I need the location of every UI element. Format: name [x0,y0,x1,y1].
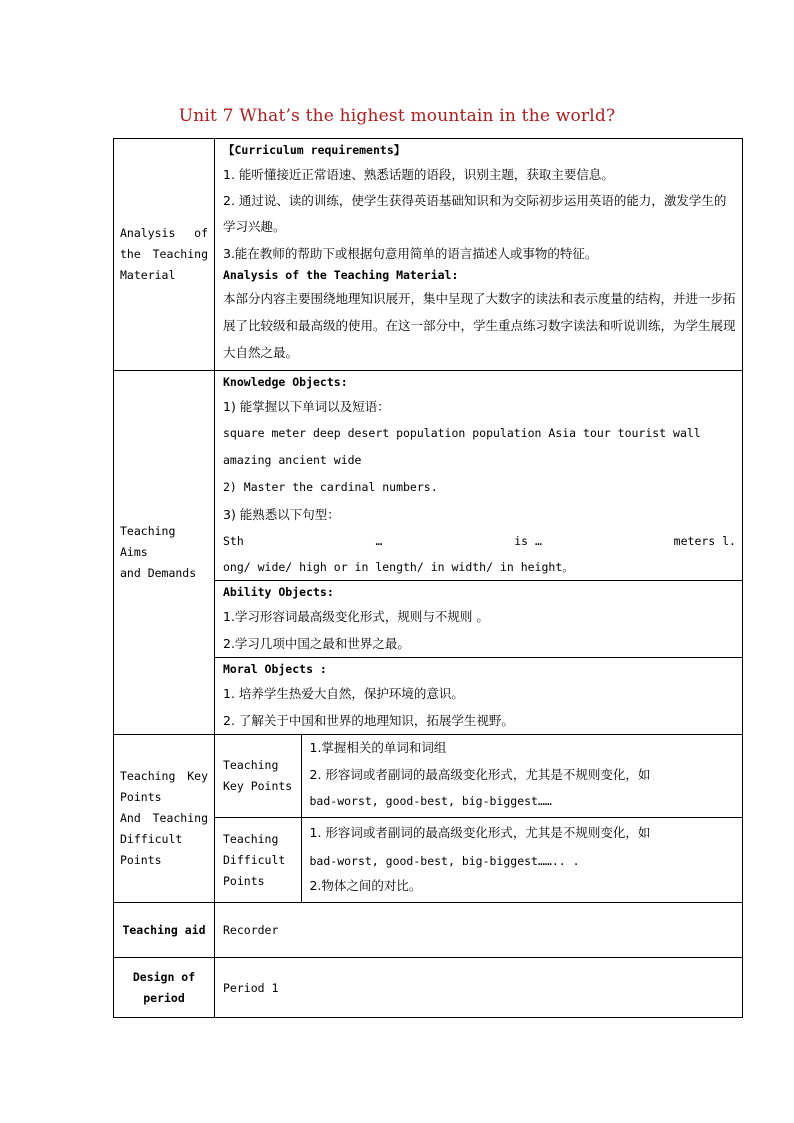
lesson-plan-table [113,138,743,1018]
page-title: Unit 7 What’s the highest mountain in the world? [178,106,616,126]
moral-item: 2. 了解关于中国和世界的地理知识，拓展学生视野。 [223,713,514,728]
analysis-row [114,139,743,371]
analysis-content [215,139,743,371]
curriculum-heading: 【Curriculum requirements】 [223,143,406,157]
vocab-line: amazing ancient wide [223,453,362,467]
keypoints-row [114,735,743,903]
period-row [114,958,743,1018]
difficult-points-subrow [215,818,742,903]
difficult-points-label: Teaching Difficult Points [215,818,301,903]
aims-content [215,371,743,735]
knowledge-item: 1) 能掌握以下单词以及短语： [223,399,390,414]
ability-heading: Ability Objects: [223,585,334,599]
material-heading: Analysis of the Teaching Material: [223,268,459,282]
keypoints-label: Teaching Key Points And Teaching Difficult Points [114,735,215,903]
analysis-label: Analysis of the Teaching Material [114,139,215,371]
curriculum-item: 2. 通过说、读的训练，使学生获得英语基础知识和为交际初步运用英语的能力，激发学生的学习兴趣。 [223,193,727,234]
period-value: Period 1 [215,958,743,1018]
moral-item: 1. 培养学生热爱大自然，保护环境的意识。 [223,686,464,701]
key-points-text [301,735,742,818]
period-label: Design of period [114,958,215,1018]
key-point-item: bad-worst, good-best, big-biggest…… [309,794,552,808]
knowledge-heading: Knowledge Objects: [223,375,348,389]
sentence-pattern: Sth … is … meters l. [223,534,736,548]
key-point-item: 1.掌握相关的单词和词组 [309,740,447,755]
key-point-item: 2. 形容词或者副词的最高级变化形式，尤其是不规则变化，如 [309,767,651,782]
difficult-point-item: 2.物体之间的对比。 [309,878,422,893]
sentence-pattern-cont: ong/ wide/ high or in length/ in width/ in height。 [223,560,574,574]
moral-heading: Moral Objects : [223,662,327,676]
curriculum-item: 3.能在教师的帮助下或根据句意用简单的语言描述人或事物的特征。 [223,246,598,261]
curriculum-item: 1. 能听懂接近正常语速、熟悉话题的语段，识别主题，获取主要信息。 [223,167,614,182]
aid-value: Recorder [215,903,743,958]
difficult-point-item: bad-worst, good-best, big-biggest…….. . [309,854,580,868]
aid-label: Teaching aid [114,903,215,958]
aims-row [114,371,743,735]
aid-row [114,903,743,958]
ability-item: 2.学习几项中国之最和世界之最。 [223,636,410,651]
keypoints-subtable [215,735,742,902]
aims-label: Teaching Aims and Demands [114,371,215,735]
difficult-points-text [301,818,742,903]
difficult-point-item: 1. 形容词或者副词的最高级变化形式，尤其是不规则变化，如 [309,825,651,840]
material-text: 本部分内容主要围绕地理知识展开，集中呈现了大数字的读法和表示度量的结构，并进一步拓展了比较级和最高级的使用。在这一部分中，学生重点练习数字读法和听说训练，为学生展现大自然之最。 [223,291,736,360]
key-points-label: Teaching Key Points [215,735,301,818]
knowledge-item: 2) Master the cardinal numbers. [223,480,438,494]
keypoints-content [215,735,743,903]
ability-item: 1.学习形容词最高级变化形式，规则与不规则 。 [223,609,489,624]
vocab-line: square meter deep desert population population Asia tour tourist wall [223,426,701,440]
knowledge-item: 3) 能熟悉以下句型： [223,507,340,522]
key-points-subrow [215,735,742,818]
